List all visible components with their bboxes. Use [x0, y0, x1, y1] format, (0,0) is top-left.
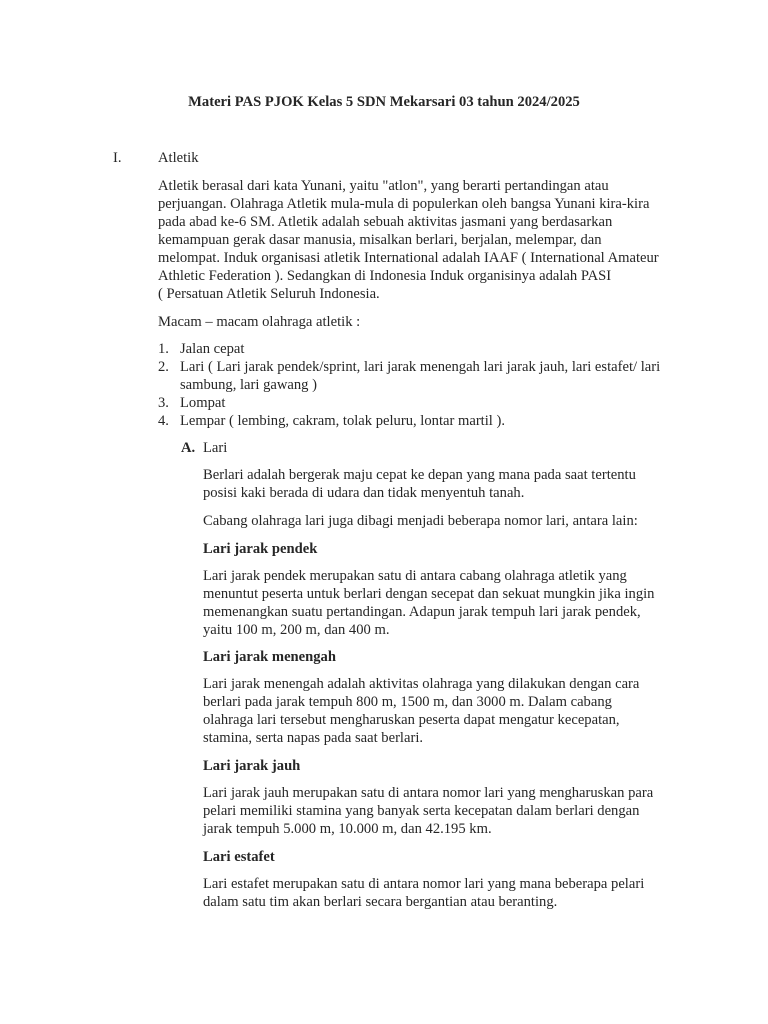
text-line: jarak tempuh 5.000 m, 10.000 m, dan 42.195 km. — [203, 821, 492, 837]
list-item-number: 1. — [158, 341, 169, 357]
list-item-number: 4. — [158, 413, 169, 429]
text-line: Athletic Federation ). Sedangkan di Indonesia Induk organisinya adalah PASI — [158, 268, 612, 284]
text-line: Lari estafet merupakan satu di antara nomor lari yang mana beberapa pelari — [203, 876, 645, 892]
text-line: olahraga lari tersebut mengharuskan peserta dapat mengatur kecepatan, — [203, 712, 620, 728]
text-line: stamina, serta napas pada saat berlari. — [203, 730, 424, 746]
topic-paragraph — [203, 567, 683, 639]
text-line: Lari jarak pendek merupakan satu di antara cabang olahraga atletik yang — [203, 568, 627, 584]
subsection-title: Lari — [203, 440, 228, 456]
topic-paragraph — [203, 784, 683, 838]
topic-heading: Lari jarak menengah — [203, 649, 336, 665]
list-item — [158, 412, 684, 430]
topic-paragraph — [203, 875, 683, 911]
list-item-number: 3. — [158, 395, 169, 411]
subsection-intro-paragraph — [203, 466, 683, 502]
text-line: Lari jarak jauh merupakan satu di antara nomor lari yang mengharuskan para — [203, 785, 654, 801]
list-intro: Macam – macam olahraga atletik : — [158, 314, 361, 330]
section-title: Atletik — [158, 150, 199, 166]
topic-heading: Lari estafet — [203, 849, 275, 865]
list-item — [158, 340, 684, 358]
list-item — [158, 394, 684, 412]
text-line: Atletik berasal dari kata Yunani, yaitu "atlon", yang berarti pertandingan atau — [158, 178, 609, 194]
text-line: dalam satu tim akan berlari secara bergantian atau beranting. — [203, 894, 558, 910]
list-item-text: Lempar ( lembing, cakram, tolak peluru, lontar martil ). — [180, 413, 506, 429]
list-item — [158, 358, 684, 394]
section-number: I. — [113, 150, 122, 166]
section-intro-paragraph — [158, 177, 684, 303]
subsection-letter: A. — [181, 440, 196, 456]
topic-paragraph — [203, 675, 683, 747]
document-title: Materi PAS PJOK Kelas 5 SDN Mekarsari 03 tahun 2024/2025 — [188, 94, 580, 110]
topic-heading: Lari jarak jauh — [203, 758, 301, 774]
text-line: posisi kaki berada di udara dan tidak menyentuh tanah. — [203, 485, 525, 501]
text-line: yaitu 100 m, 200 m, dan 400 m. — [203, 622, 390, 638]
text-line: kemampuan gerak dasar manusia, misalkan berlari, berjalan, melempar, dan — [158, 232, 602, 248]
subsection-intro2: Cabang olahraga lari juga dibagi menjadi beberapa nomor lari, antara lain: — [203, 513, 638, 529]
text-line: berlari pada jarak tempuh 800 m, 1500 m, dan 3000 m. Dalam cabang — [203, 694, 612, 710]
text-line: pelari memiliki stamina yang banyak serta kecepatan dalam berlari dengan — [203, 803, 640, 819]
text-line: Berlari adalah bergerak maju cepat ke depan yang mana pada saat tertentu — [203, 467, 636, 483]
text-line: Lari jarak menengah adalah aktivitas olahraga yang dilakukan dengan cara — [203, 676, 640, 692]
list-item-text: Lompat — [180, 395, 226, 411]
list-item-number: 2. — [158, 359, 169, 375]
text-line: memenangkan suatu pertandingan. Adapun jarak tempuh lari jarak pendek, — [203, 604, 641, 620]
athletics-types-list — [158, 340, 684, 430]
topic-heading: Lari jarak pendek — [203, 541, 318, 557]
text-line: perjuangan. Olahraga Atletik mula-mula di populerkan oleh bangsa Yunani kira-kira — [158, 196, 650, 212]
list-item-text: sambung, lari gawang ) — [180, 377, 317, 393]
list-item-text: Jalan cepat — [180, 341, 245, 357]
text-line: melompat. Induk organisasi atletik International adalah IAAF ( International Amateur — [158, 250, 659, 266]
text-line: ( Persatuan Atletik Seluruh Indonesia. — [158, 286, 380, 302]
text-line: pada abad ke-6 SM. Atletik adalah sebuah aktivitas jasmani yang berdasarkan — [158, 214, 613, 230]
text-line: menuntut peserta untuk berlari dengan secepat dan sekuat mungkin jika ingin — [203, 586, 655, 602]
list-item-text: Lari ( Lari jarak pendek/sprint, lari jarak menengah lari jarak jauh, lari estafet/ lari — [180, 359, 661, 375]
